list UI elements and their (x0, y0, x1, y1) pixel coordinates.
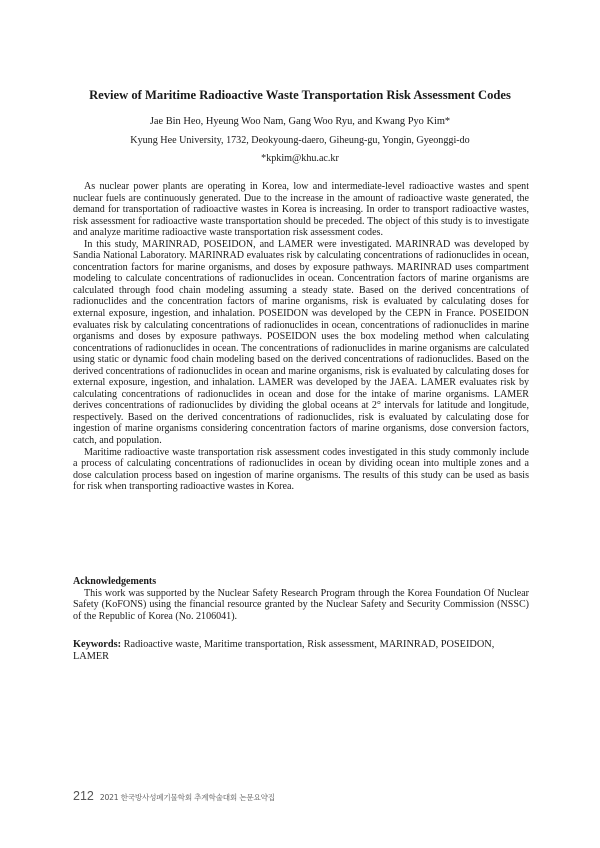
paragraph-methods: In this study, MARINRAD, POSEIDON, and LAMER were investigated. MARINRAD was developed by Sandia National Laboratory. MARINRAD evaluates risk by calculating concentrations of radionuclides in ocean, concentration factors for marine organisms, and doses by exposure pathways. MARINRAD uses compartment modeling to calculate concentrations of radionuclides in ocean. Concentration factors of marine organisms are calculated through food chain modeling assuming a steady state. Based on the derived concentrations of radionuclides and the concentration factors of marine organisms, risk is evaluated by calculating doses for external exposure, ingestion, and inhalation. POSEIDON was developed by the CEPN in France. POSEIDON evaluates risk by calculating concentrations of radionuclides in ocean, concentrations of radionuclides in marine organisms and doses by exposure pathways. POSEIDON uses the box modeling method when calculating concentrations of radionuclides in ocean. The concentrations of radionuclides in marine organisms are calculated using static or dynamic food chain modeling based on the derived concentrations of radionuclides. Based on the derived concentrations of radionuclides in ocean and marine organisms, risk is evaluated by calculating doses for external exposure, ingestion, and inhalation. LAMER was developed by the JAEA. LAMER evaluates risk by calculating concentrations of radionuclides in ocean and dose for the intake of marine organisms. LAMER derives concentrations of radionuclides by dividing the global oceans at 2° intervals for latitude and longitude, respectively. Based on the derived concentrations of radionuclides, risk is evaluated by calculating dose for ingestion of marine organisms considering concentration factors of marine organisms, dose conversion factors, catch, and population. (73, 238, 529, 447)
paragraph-conclusion: Maritime radioactive waste transportation risk assessment codes investigated in this study commonly include a process of calculating concentrations of radionuclides in ocean by dividing ocean into multiple zones and a dose calculation process based on ingestion of marine organisms. The results of this study can be used as basis for risk when transporting radioactive wastes in Korea. (73, 446, 529, 493)
acknowledgements-text: This work was supported by the Nuclear Safety Research Program through the Korea Foundation Of Nuclear Safety (KoFONS) using the financial resource granted by the Nuclear Safety and Security Commission (NSSC) of the Republic of Korea (No. 2106041). (73, 587, 529, 622)
page-footer (73, 789, 473, 805)
keywords-section (73, 639, 529, 663)
author-list: Jae Bin Heo, Hyeung Woo Nam, Gang Woo Ryu, and Kwang Pyo Kim* (149, 116, 451, 127)
acknowledgements-heading: Acknowledgements (73, 576, 157, 587)
page-number: 212 (73, 789, 94, 803)
keywords-label: Keywords: (73, 639, 122, 650)
contact-email: *kpkim@khu.ac.kr (261, 153, 339, 164)
affiliation: Kyung Hee University, 1732, Deokyoung-daero, Giheung-gu, Yongin, Gyeonggi-do (130, 135, 470, 146)
keywords-text: Radioactive waste, Maritime transportation, Risk assessment, MARINRAD, POSEIDON, LAMER (73, 639, 495, 662)
acknowledgements-section (73, 576, 529, 622)
paragraph-intro: As nuclear power plants are operating in Korea, low and intermediate-level radioactive wastes and spent nuclear fuels are continuously generated. Due to the increase in the amount of radioactive waste generated, the demand for transportation of radioactive wastes in Korea is increasing. In order to transport radioactive wastes, risk assessment for radioactive waste transportation should be preceded. The object of this study is to investigate and analyze maritime radioactive waste transportation risk assessment codes. (73, 181, 529, 239)
abstract-body (73, 181, 529, 493)
proceedings-title: 2021 한국방사성폐기물학회 추계학술대회 논문요약집 (99, 793, 275, 802)
paper-title: Review of Maritime Radioactive Waste Transportation Risk Assessment Codes (89, 88, 511, 102)
